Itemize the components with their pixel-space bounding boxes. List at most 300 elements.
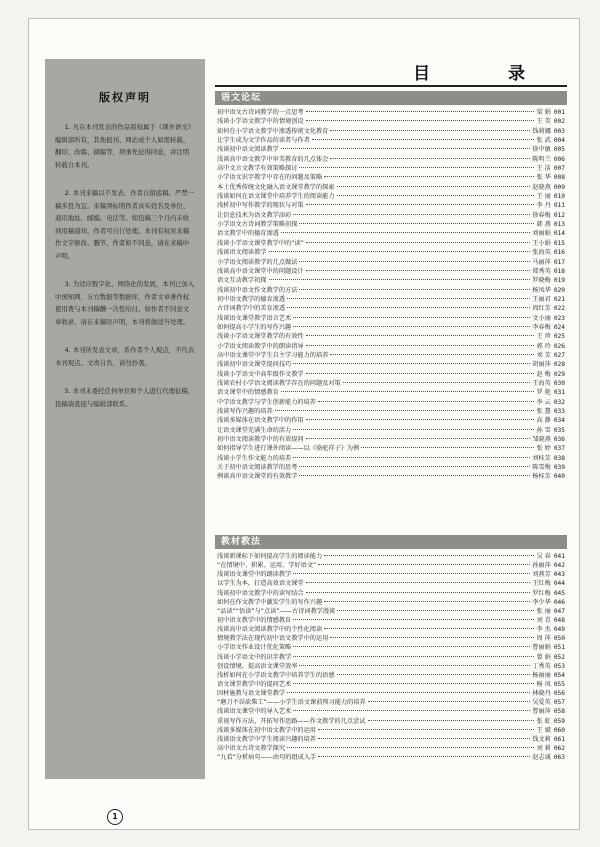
toc-entry[interactable]	[217, 239, 565, 248]
toc-entry[interactable]	[217, 136, 565, 145]
leader-dots	[299, 475, 530, 476]
entry-author: 钱文莉	[532, 735, 551, 743]
entry-title: 浅谈小学语文课堂教学的有效性	[217, 333, 304, 341]
toc-entry[interactable]	[217, 314, 565, 323]
toc-entry[interactable]	[217, 201, 565, 210]
leader-dots	[306, 373, 535, 374]
toc-entry[interactable]	[217, 444, 565, 453]
entry-title: 以学生为本，打造高效语文课堂	[217, 580, 304, 588]
entry-title: 语文互动教学初探	[217, 277, 267, 285]
leader-dots	[281, 391, 535, 392]
toc-entry[interactable]	[217, 472, 565, 481]
entry-author: 罗 艳	[536, 389, 551, 397]
entry-page: 047	[553, 607, 565, 615]
entry-page: 056	[553, 690, 565, 698]
entry-author: 张海英	[532, 249, 551, 257]
entry-author: 赵晓燕	[532, 183, 551, 191]
entry-page: 041	[553, 553, 565, 560]
entry-page: 001	[553, 109, 565, 116]
entry-title: 本土优秀传统文化融入语文课堂教学的探索	[217, 183, 335, 191]
contents-title: 目 录	[413, 64, 561, 84]
leader-dots	[324, 628, 534, 629]
toc-entry[interactable]	[217, 173, 565, 182]
leader-dots	[318, 729, 534, 730]
leader-dots	[299, 289, 530, 290]
entry-author: 李 杰	[536, 626, 551, 634]
entry-page: 005	[553, 146, 565, 154]
entry-author: 曾 娟	[536, 653, 551, 661]
entry-page: 062	[553, 744, 565, 752]
entry-page: 011	[553, 202, 565, 210]
entry-title: 浅谈写作兴趣的培养	[217, 408, 273, 415]
entry-title: 创设情境，提高语文课堂效率	[217, 662, 298, 670]
entry-title: 如何指导学生进行课外阅读——以《骆驼祥子》为例	[217, 445, 360, 453]
entry-author: 罗晓梅	[532, 277, 551, 285]
toc-entry[interactable]	[217, 211, 565, 220]
entry-title: 浅谈如何在语文课堂中培养学生的阅读能力	[217, 193, 335, 201]
entry-title: 浅谈小学语文教学中的情境创设	[217, 118, 304, 126]
entry-author: 杨桂芳	[532, 473, 551, 481]
toc-entry[interactable]	[217, 707, 565, 716]
toc-entry[interactable]	[217, 323, 565, 332]
entry-page: 040	[553, 473, 565, 481]
entry-title: 例谈高中语文课堂的有效教学	[217, 473, 298, 481]
entry-author: 刘 芳	[536, 351, 551, 359]
entry-title: 高中文言文教学有效策略探讨	[217, 165, 298, 173]
leader-dots	[330, 158, 530, 159]
leader-dots	[306, 335, 535, 336]
entry-page: 050	[553, 635, 565, 643]
leader-dots	[337, 195, 535, 196]
entry-author: 刘丽娟	[532, 230, 551, 238]
leader-dots	[337, 610, 534, 611]
leader-dots	[306, 582, 531, 583]
leader-dots	[337, 186, 531, 187]
toc-entry[interactable]	[217, 561, 565, 570]
entry-author: 丁秀英	[532, 662, 551, 670]
entry-page: 016	[553, 249, 565, 257]
entry-author: 邹晓燕	[532, 436, 551, 444]
leader-dots	[306, 345, 535, 346]
entry-author: 周 萍	[536, 635, 551, 643]
entry-page: 035	[553, 426, 565, 434]
leader-dots	[293, 214, 530, 215]
entry-page: 002	[553, 118, 565, 126]
entry-page: 055	[553, 680, 565, 688]
leader-dots	[293, 656, 534, 657]
leader-dots	[287, 298, 530, 299]
entry-page: 008	[553, 174, 565, 182]
entry-author: 钱莉娜	[532, 127, 551, 135]
entry-title: 浅谈初中语文教学中的读写结合	[217, 589, 304, 597]
toc-entry[interactable]	[217, 552, 565, 561]
toc-entry[interactable]	[217, 698, 565, 707]
toc-entry[interactable]	[217, 726, 565, 735]
leader-dots	[330, 130, 530, 131]
toc-entry[interactable]	[217, 689, 565, 698]
toc-entry[interactable]	[217, 753, 565, 762]
entry-title: 浅谈小学生作文能力的培养	[217, 454, 292, 462]
leader-dots	[293, 683, 534, 684]
toc-entry[interactable]	[217, 164, 565, 173]
entry-author: 张 慧	[536, 408, 551, 415]
toc-entry[interactable]	[217, 192, 565, 201]
leader-dots	[318, 401, 534, 402]
copyright-notice-4: 4. 本刊所发表文章，系作者个人观点，不代表本刊观点。文责自负，请勿抄袭。	[55, 346, 195, 367]
entry-title: 关于初中语文阅读教学的思考	[217, 464, 298, 472]
entry-page: 014	[553, 230, 565, 238]
entry-title: 初中语文古诗词教学的一点思考	[217, 109, 304, 116]
toc-entry[interactable]	[217, 220, 565, 229]
entry-author: 高 静	[536, 417, 551, 425]
leader-dots	[269, 279, 531, 280]
entry-author: 吴爱英	[532, 699, 551, 707]
entry-author: 王 美	[536, 118, 551, 126]
entry-title: 小学语文作业设计优化策略	[217, 644, 292, 652]
entry-author: 孙丽萍	[532, 562, 551, 570]
entry-title: 语文课堂中的情感教育	[217, 389, 279, 397]
toc-entry[interactable]	[217, 398, 565, 407]
leader-dots	[330, 637, 534, 638]
entry-page: 044	[553, 580, 565, 588]
toc-entry[interactable]	[217, 589, 565, 598]
entry-title: 小学语文古诗词教学策略初探	[217, 221, 298, 229]
leader-dots	[312, 139, 535, 140]
toc-entry[interactable]	[217, 248, 565, 257]
leader-dots	[306, 111, 535, 112]
toc-entry[interactable]	[217, 653, 565, 662]
toc-list	[215, 108, 567, 482]
leader-dots	[287, 307, 530, 308]
entry-page: 027	[553, 351, 565, 359]
entry-page: 034	[553, 417, 565, 425]
leader-dots	[368, 720, 535, 721]
entry-page: 060	[553, 726, 565, 734]
toc-entry[interactable]	[217, 662, 565, 671]
entry-page: 019	[553, 277, 565, 285]
journal-page	[28, 18, 580, 830]
section-jiaocai-jiaofa	[215, 535, 567, 762]
entry-title: 浅谈初中语文作文教学的方法	[217, 286, 298, 294]
leader-dots	[324, 555, 534, 556]
entry-author: 张 武	[536, 137, 551, 145]
entry-title: “在情境中、积累、运用、学好语文”	[217, 562, 317, 570]
entry-author: 周红芳	[532, 305, 551, 313]
entry-title: 浅谈初中语文课堂提问技巧	[217, 361, 292, 369]
entry-author: 徐中敏	[532, 146, 551, 154]
leader-dots	[318, 756, 530, 757]
entry-page: 032	[553, 398, 565, 406]
leader-dots	[306, 204, 535, 205]
toc-entry[interactable]	[217, 607, 565, 616]
toc-entry[interactable]	[217, 370, 565, 379]
toc-entry[interactable]	[217, 127, 565, 136]
toc-entry[interactable]	[217, 304, 565, 313]
entry-page: 059	[553, 717, 565, 725]
entry-page: 015	[553, 239, 565, 247]
toc-entry[interactable]	[217, 258, 565, 267]
entry-title: 让信息技术为语文教学添彩	[217, 211, 292, 219]
copyright-notice-3: 3. 为适应数字化、网络化的发展，本刊已加入中国知网、万方数据等数据库，作者文章著作权使用费与本刊稿酬一次性给付。如作者不同意文章收录，请在来稿时声明，本刊将做适当处理。	[55, 280, 195, 326]
entry-page: 036	[553, 436, 565, 444]
entry-title: 情境教学法在现代初中语文教学中的运用	[217, 635, 329, 643]
entry-author: 曹丽娟	[532, 644, 551, 652]
entry-author: 杨丽丽	[532, 671, 551, 679]
toc-entry[interactable]	[217, 108, 565, 117]
copyright-notice-2: 2. 本刊来稿以不发表、作者自留底稿、严禁一稿多投为宜。来稿须标明作者真实姓名及单位、通讯地址、邮编、电话等。如投稿三个月内未收到用稿通知，作者可自行处理。本刊有权对来稿作文字修改、删节，作者如不同意，请在来稿中声明。	[55, 189, 195, 260]
leader-dots	[299, 466, 530, 467]
toc-entry[interactable]	[217, 229, 565, 238]
entry-author: 刘燕芳	[532, 571, 551, 579]
entry-author: 李春梅	[532, 323, 551, 331]
title-rule	[215, 85, 567, 87]
entry-title: 浅谈语文课堂中的朗读教学	[217, 571, 292, 579]
entry-title: 浅谈多媒体在初中语文教学中的运用	[217, 726, 316, 734]
entry-page: 048	[553, 616, 565, 624]
entry-page: 039	[553, 464, 565, 472]
leader-dots	[299, 665, 530, 666]
entry-page: 042	[553, 562, 565, 570]
entry-author: 张 婷	[536, 445, 551, 453]
toc-entry[interactable]	[217, 388, 565, 397]
entry-author: 刘桂芳	[532, 454, 551, 462]
leader-dots	[293, 326, 530, 327]
leader-dots	[368, 701, 531, 702]
entry-title: 浅谈高中语文课堂中的问题设计	[217, 267, 304, 275]
entry-author: 林晓丹	[532, 690, 551, 698]
entry-page: 022	[553, 305, 565, 313]
toc-entry[interactable]	[217, 416, 565, 425]
entry-author: 曹丽萍	[532, 708, 551, 716]
leader-dots	[293, 429, 534, 430]
entry-title: “九看”分析病句——由句的组成入手	[217, 754, 317, 762]
entry-page: 053	[553, 662, 565, 670]
entry-author: 王海英	[532, 379, 551, 387]
leader-dots	[299, 261, 530, 262]
toc-entry[interactable]	[217, 598, 565, 607]
leader-dots	[293, 573, 530, 574]
entry-page: 018	[553, 267, 565, 275]
entry-title: 初中语文教学的德育渗透	[217, 295, 286, 303]
entry-page: 052	[553, 653, 565, 661]
toc-entry[interactable]	[217, 616, 565, 625]
entry-author: 李 云	[536, 398, 551, 406]
toc-entry[interactable]	[217, 276, 565, 285]
entry-page: 054	[553, 671, 565, 679]
entry-author: 胡丽萍	[532, 361, 551, 369]
entry-page: 020	[553, 286, 565, 294]
leader-dots	[281, 148, 530, 149]
entry-page: 010	[553, 193, 565, 201]
entry-author: 杨 凤	[536, 680, 551, 688]
entry-author: 王丽君	[532, 295, 551, 303]
toc-entry[interactable]	[217, 351, 565, 360]
toc-entry[interactable]	[217, 671, 565, 680]
entry-author: 赵 梅	[536, 370, 551, 378]
toc-entry[interactable]	[217, 379, 565, 388]
toc-list	[215, 552, 567, 762]
toc-entry[interactable]	[217, 407, 565, 416]
toc-entry[interactable]	[217, 332, 565, 341]
entry-author: 王 珍	[536, 333, 551, 341]
entry-author: 郭 玲	[536, 342, 551, 350]
entry-author: 刘 青	[536, 616, 551, 624]
page-number: 1	[107, 809, 123, 825]
entry-page: 058	[553, 708, 565, 716]
entry-title: 浅谈农村小学语文阅读教学存在的问题及对策	[217, 379, 341, 387]
entry-page: 006	[553, 155, 565, 163]
leader-dots	[287, 747, 534, 748]
entry-author: 韩 燕	[536, 221, 551, 229]
entry-author: 徐春梅	[532, 211, 551, 219]
entry-page: 037	[553, 445, 565, 453]
toc-entry[interactable]	[217, 435, 565, 444]
entry-title: 浅谈语文课堂教学语言艺术	[217, 314, 292, 322]
leader-dots	[324, 601, 530, 602]
toc-entry[interactable]	[217, 286, 565, 295]
leader-dots	[318, 564, 530, 565]
leader-dots	[324, 176, 534, 177]
leader-dots	[318, 738, 530, 739]
leader-dots	[293, 317, 530, 318]
toc-entry[interactable]	[217, 680, 565, 689]
entry-title: 浅谈语文教学中学生阅读兴趣的培养	[217, 735, 316, 743]
entry-page: 012	[553, 211, 565, 219]
entry-page: 009	[553, 183, 565, 191]
toc-entry[interactable]	[217, 155, 565, 164]
toc-entry[interactable]	[217, 735, 565, 744]
entry-title: 浅谈小学语文课堂教学中的“读”	[217, 239, 304, 247]
toc-entry[interactable]	[217, 117, 565, 126]
entry-title: 如何提高小学生的写作兴趣	[217, 323, 292, 331]
entry-page: 029	[553, 370, 565, 378]
entry-page: 063	[553, 754, 565, 762]
toc-entry[interactable]	[217, 145, 565, 154]
leader-dots	[361, 447, 534, 448]
leader-dots	[306, 438, 531, 439]
entry-title: 浅谈语文课堂中的导入艺术	[217, 708, 292, 716]
leader-dots	[337, 674, 531, 675]
entry-page: 003	[553, 127, 565, 135]
toc-entry[interactable]	[217, 634, 565, 643]
section-header: 教材教法	[215, 535, 567, 549]
entry-page: 025	[553, 333, 565, 341]
entry-title: 浅谈新课标下如何提高学生的阅读能力	[217, 553, 323, 560]
entry-page: 043	[553, 571, 565, 579]
leader-dots	[306, 419, 535, 420]
entry-title: 中学语文教学与学生创新能力的培养	[217, 398, 316, 406]
toc-entry[interactable]	[217, 267, 565, 276]
entry-author: 郑秀英	[532, 267, 551, 275]
entry-title: 重视写作方法，开拓写作思路——作文教学的几点尝试	[217, 717, 366, 725]
toc-entry[interactable]	[217, 579, 565, 588]
entry-title: 因材施教与语文课堂教学	[217, 690, 286, 698]
copyright-panel	[45, 59, 205, 779]
entry-page: 023	[553, 314, 565, 322]
copyright-notice-1: 1. 凡在本刊发表的作品版权属于《课外语文》编辑部所有，其他报刊、网站或个人如需转载、翻印、改编、摘编等，须事先征得同意，并注明转载自本刊。	[55, 123, 195, 169]
toc-entry[interactable]	[217, 454, 565, 463]
entry-page: 013	[553, 221, 565, 229]
leader-dots	[281, 232, 530, 233]
entry-author: 李 丹	[536, 202, 551, 210]
entry-page: 061	[553, 735, 565, 743]
toc-entry[interactable]	[217, 183, 565, 192]
toc-entry[interactable]	[217, 426, 565, 435]
toc-entry[interactable]	[217, 744, 565, 753]
leader-dots	[306, 270, 531, 271]
leader-dots	[293, 619, 534, 620]
leader-dots	[287, 692, 530, 693]
entry-page: 046	[553, 598, 565, 606]
entry-title: 浅谈初中语文阅读教学	[217, 146, 279, 154]
entry-title: 让学生成为文学作品的读者与作者	[217, 137, 310, 145]
entry-author: 张 丽	[536, 607, 551, 615]
entry-title: 语文教学中的德育渗透	[217, 230, 279, 238]
entry-page: 045	[553, 589, 565, 597]
entry-author: 陈明兰	[532, 155, 551, 163]
entry-page: 017	[553, 258, 565, 266]
toc-entry[interactable]	[217, 463, 565, 472]
toc-entry[interactable]	[217, 717, 565, 726]
entry-author: 罗红梅	[532, 589, 551, 597]
entry-author: 陈雪梅	[532, 464, 551, 472]
entry-title: 浅谈小学语文中的识字教学	[217, 653, 292, 661]
entry-page: 051	[553, 644, 565, 652]
entry-author: 王 洁	[536, 165, 551, 173]
entry-title: “磨刀不误砍柴工”——小学生语文课前预习能力的培养	[217, 699, 366, 707]
leader-dots	[306, 120, 535, 121]
entry-title: 高中语文课堂中学生自主学习能力的培养	[217, 351, 329, 359]
entry-title: 浅谈高中语文阅读教学中的个性化阅读	[217, 626, 323, 634]
entry-title: 小学语文阅读教学的几点做法	[217, 258, 298, 266]
toc-entry[interactable]	[217, 570, 565, 579]
leader-dots	[299, 223, 534, 224]
entry-title: 初中语文阅读教学中的有效提问	[217, 436, 304, 444]
entry-page: 030	[553, 379, 565, 387]
leader-dots	[293, 363, 530, 364]
toc-entry[interactable]	[217, 360, 565, 369]
entry-page: 033	[553, 408, 565, 415]
entry-author: 王红梅	[532, 580, 551, 588]
toc-entry[interactable]	[217, 625, 565, 634]
entry-title: “品读”“悟读”与“点读”——古诗词教学漫谈	[217, 607, 336, 615]
entry-author: 张 虹	[536, 717, 551, 725]
entry-page: 049	[553, 626, 565, 634]
leader-dots	[293, 457, 530, 458]
leader-dots	[306, 592, 531, 593]
entry-page: 004	[553, 137, 565, 145]
section-header: 语文论坛	[215, 91, 567, 105]
copyright-title: 版权声明	[99, 91, 151, 104]
entry-author: 马丽萍	[532, 258, 551, 266]
entry-author: 孙 雪	[536, 426, 551, 434]
entry-title: 浅谈语文阅读教学	[217, 249, 267, 257]
entry-page: 007	[553, 165, 565, 173]
entry-page: 031	[553, 389, 565, 397]
entry-title: 小学语文阅读教学中的朗读指导	[217, 342, 304, 350]
entry-author: 杨凤华	[532, 286, 551, 294]
entry-title: 浅谈多媒体在语文教学中的作用	[217, 417, 304, 425]
leader-dots	[306, 242, 530, 243]
toc-entry[interactable]	[217, 342, 565, 351]
toc-entry[interactable]	[217, 643, 565, 652]
leader-dots	[299, 167, 534, 168]
entry-author: 刘 莉	[536, 744, 551, 752]
toc-entry[interactable]	[217, 295, 565, 304]
entry-title: 古诗词教学中的美育渗透	[217, 305, 286, 313]
leader-dots	[343, 382, 531, 383]
entry-page: 026	[553, 342, 565, 350]
